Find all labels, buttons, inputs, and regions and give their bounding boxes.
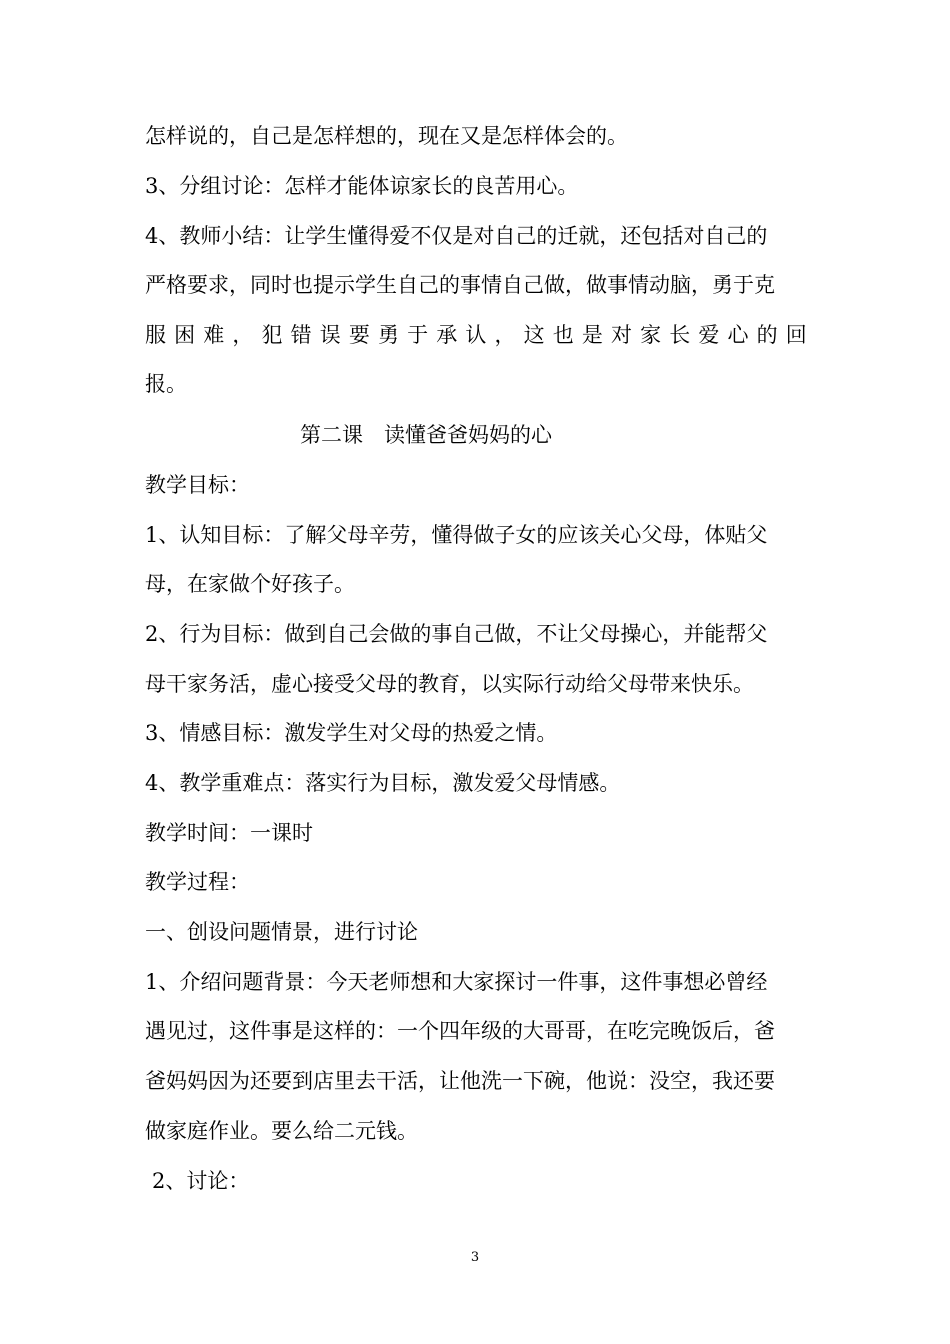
paragraph-line: 怎样说的，自己是怎样想的，现在又是怎样体会的。 [145, 124, 628, 148]
paragraph-line: 2、讨论： [152, 1169, 250, 1193]
justified-char: 爱 [698, 323, 720, 347]
justified-char: 承 [436, 323, 458, 347]
lesson-title: 第二课 读懂爸爸妈妈的心 [300, 423, 552, 447]
section-heading: 一、创设问题情景，进行讨论 [145, 920, 418, 944]
paragraph-line: 遇见过，这件事是这样的：一个四年级的大哥哥，在吃完晚饭后，爸 [145, 1019, 775, 1043]
justified-char: 服 [145, 323, 166, 347]
justified-char: 对 [611, 323, 632, 347]
paragraph-line: 爸妈妈因为还要到店里去干活，让他洗一下碗，他说：没空，我还要 [145, 1069, 775, 1093]
paragraph-line: 1、介绍问题背景：今天老师想和大家探讨一件事，这件事想必曾经 [145, 970, 768, 994]
justified-char: 于 [407, 323, 429, 347]
justified-char: 困 [174, 323, 196, 347]
paragraph-line: 2、行为目标：做到自己会做的事自己做，不让父母操心，并能帮父 [145, 622, 768, 646]
justified-char: 这 [523, 323, 545, 347]
paragraph-line: 教学时间：一课时 [145, 821, 313, 845]
justified-char: 心 [727, 323, 749, 347]
paragraph-line: 1、认知目标：了解父母辛劳，懂得做子女的应该关心父母，体贴父 [145, 523, 768, 547]
justified-char: ， [494, 323, 516, 347]
paragraph-line: 母干家务活，虚心接受父母的教育，以实际行动给父母带来快乐。 [145, 672, 754, 696]
section-heading: 教学过程： [145, 870, 250, 894]
justified-char: 认 [465, 323, 487, 347]
justified-char: 也 [552, 323, 574, 347]
paragraph-line: 3、情感目标：激发学生对父母的热爱之情。 [145, 721, 558, 745]
page-number: 3 [470, 1250, 480, 1265]
paragraph-line: 4、教师小结：让学生懂得爱不仅是对自己的迁就，还包括对自己的 [145, 224, 768, 248]
justified-char: 是 [581, 323, 603, 347]
justified-char: 的 [756, 323, 778, 347]
paragraph-line: 报。 [145, 372, 187, 396]
justified-char: 错 [290, 323, 312, 347]
justified-char: 回 [785, 323, 807, 347]
justified-char: ， [232, 323, 254, 347]
justified-char: 难 [203, 323, 225, 347]
paragraph-line: 母，在家做个好孩子。 [145, 572, 355, 596]
justified-char: 犯 [261, 323, 283, 347]
justified-char: 要 [348, 323, 370, 347]
justified-char: 长 [669, 323, 691, 347]
justified-char: 家 [640, 323, 662, 347]
paragraph-line: 做家庭作业。要么给二元钱。 [145, 1119, 418, 1143]
paragraph-line: 3、分组讨论：怎样才能体谅家长的良苦用心。 [145, 174, 579, 198]
paragraph-line: 4、教学重难点：落实行为目标，激发爱父母情感。 [145, 771, 621, 795]
section-heading: 教学目标： [145, 473, 250, 497]
justified-char: 误 [319, 323, 341, 347]
justified-char: 勇 [378, 323, 399, 347]
paragraph-line: 严格要求，同时也提示学生自己的事情自己做，做事情动脑，勇于克 [145, 273, 775, 297]
justified-line [145, 320, 807, 350]
